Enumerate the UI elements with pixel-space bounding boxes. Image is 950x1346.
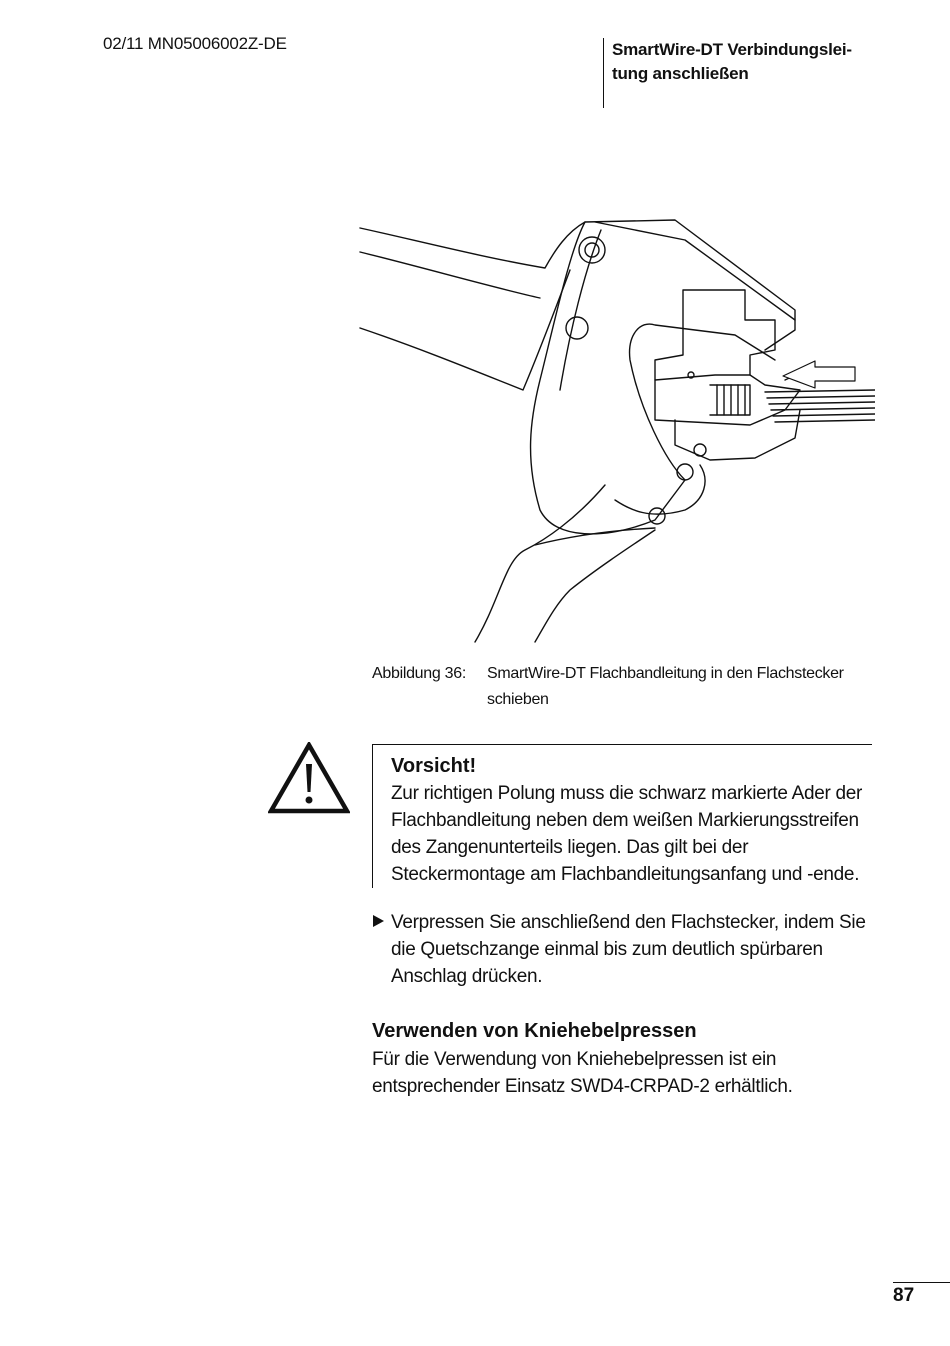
caution-title: Vorsicht! — [391, 755, 477, 777]
die-block — [655, 290, 775, 380]
pivot-low — [677, 464, 693, 480]
pivot-bottom — [649, 508, 665, 524]
section-paragraph: Für die Verwendung von Kniehebelpressen ist ein entsprechender Einsatz SWD4-CRPAD-2 erhältlich. — [372, 1049, 793, 1097]
caption-text: SmartWire-DT Flachbandleitung in den Flachstecker schieben — [487, 665, 844, 708]
instruction-step — [372, 909, 872, 990]
warning-triangle-icon — [268, 742, 350, 814]
doc-id: 02/11 MN05006002Z-DE — [103, 34, 287, 53]
push-arrow-icon — [783, 361, 855, 388]
instruction-text: Verpressen Sie anschließend den Flachstecker, indem Sie die Quetschzange einmal bis zum deutlich spürbaren Anschlag drücken. — [391, 912, 866, 987]
page-number-rule — [893, 1282, 950, 1283]
page-number: 87 — [893, 1285, 915, 1306]
caution-box — [372, 744, 872, 888]
caution-text: Zur richtigen Polung muss die schwarz markierte Ader der Flachbandleitung neben dem weißen Markierungsstreifen des Zangenunterteils liegen. Das gilt bei der Steckermontage am Flachbandleitungsanfang und -ende. — [391, 783, 863, 885]
crimping-tool-illustration — [355, 210, 875, 650]
jaw-body — [531, 222, 775, 534]
pivot-top-outer — [579, 237, 605, 263]
section-header-line1: SmartWire-DT Verbindungslei- — [612, 40, 852, 59]
connector-ribs — [717, 385, 745, 415]
section-title: Verwenden von Kniehebelpressen — [372, 1020, 697, 1042]
lower-handle-back — [535, 530, 655, 642]
upper-handle-inner — [360, 252, 540, 298]
upper-handle-lower-edge — [360, 270, 570, 390]
connector-slot — [710, 385, 750, 415]
jaw-inner-edge — [560, 230, 601, 390]
caption-label: Abbildung 36: — [372, 665, 466, 682]
die-base — [675, 410, 800, 460]
section-header — [603, 38, 873, 108]
triangle-bullet-icon — [373, 915, 384, 927]
jaw-top-edge — [595, 222, 795, 320]
lower-handle-front — [615, 465, 705, 514]
ribbon-cable — [765, 390, 875, 422]
pivot-mid — [566, 317, 588, 339]
section-header-line2: tung anschließen — [612, 64, 749, 83]
connector — [655, 375, 800, 425]
